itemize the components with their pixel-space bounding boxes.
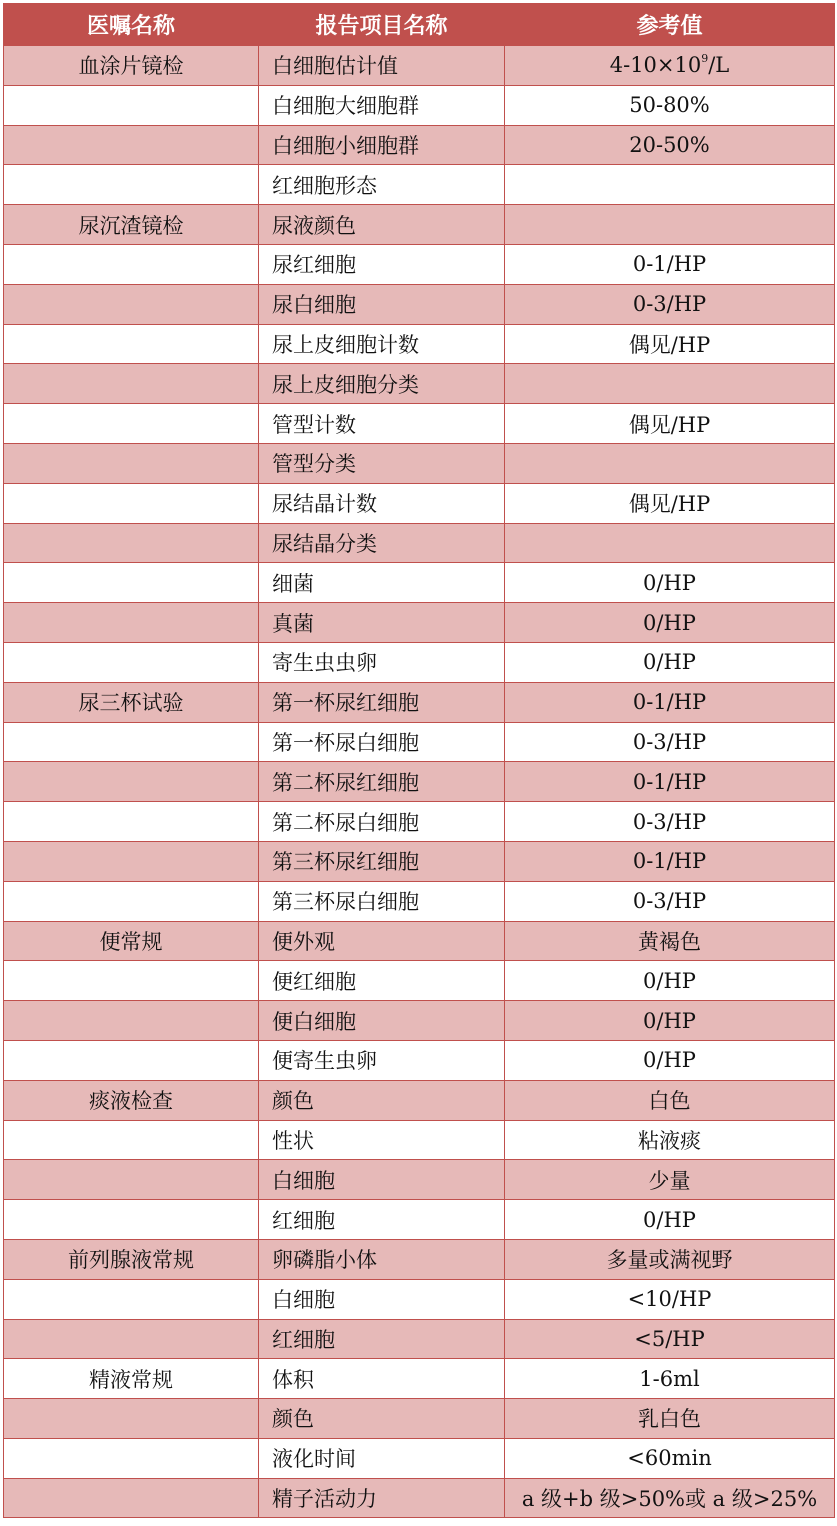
- item-name-cell: 尿结晶计数: [259, 483, 505, 523]
- order-name-cell: [4, 722, 259, 762]
- item-name-cell: 便白细胞: [259, 1001, 505, 1041]
- item-name-cell: 液化时间: [259, 1438, 505, 1478]
- table-row: [4, 1359, 835, 1399]
- reference-value-cell: 0-1/HP: [505, 762, 835, 802]
- order-name-cell: [4, 563, 259, 603]
- header-reference: 参考值: [505, 4, 835, 46]
- item-name-cell: 红细胞: [259, 1319, 505, 1359]
- table-row: [4, 1120, 835, 1160]
- item-name-cell: 白细胞: [259, 1160, 505, 1200]
- order-name-cell: [4, 85, 259, 125]
- order-name-cell: [4, 1319, 259, 1359]
- table-row: [4, 1239, 835, 1279]
- order-name-cell: 前列腺液常规: [4, 1239, 259, 1279]
- table-row: [4, 1200, 835, 1240]
- order-name-cell: [4, 1120, 259, 1160]
- order-name-cell: [4, 483, 259, 523]
- reference-value-cell: a 级+b 级>50%或 a 级>25%: [505, 1478, 835, 1518]
- item-name-cell: 细菌: [259, 563, 505, 603]
- order-name-cell: 血涂片镜检: [4, 46, 259, 86]
- table-row: [4, 165, 835, 205]
- table-row: [4, 1438, 835, 1478]
- table-row: [4, 244, 835, 284]
- table-row: [4, 205, 835, 245]
- table-row: [4, 762, 835, 802]
- item-name-cell: 第二杯尿红细胞: [259, 762, 505, 802]
- order-name-cell: [4, 881, 259, 921]
- reference-value-cell: 粘液痰: [505, 1120, 835, 1160]
- reference-value-cell: 1-6ml: [505, 1359, 835, 1399]
- reference-value-cell: 0/HP: [505, 1040, 835, 1080]
- order-name-cell: [4, 523, 259, 563]
- order-name-cell: 尿三杯试验: [4, 682, 259, 722]
- item-name-cell: 体积: [259, 1359, 505, 1399]
- order-name-cell: [4, 284, 259, 324]
- reference-value-cell: 0-3/HP: [505, 284, 835, 324]
- reference-value-cell: 0/HP: [505, 563, 835, 603]
- order-name-cell: [4, 165, 259, 205]
- order-name-cell: [4, 404, 259, 444]
- item-name-cell: 尿白细胞: [259, 284, 505, 324]
- order-name-cell: [4, 244, 259, 284]
- item-name-cell: 管型分类: [259, 443, 505, 483]
- item-name-cell: 第三杯尿白细胞: [259, 881, 505, 921]
- item-name-cell: 颜色: [259, 1080, 505, 1120]
- reference-value-cell: 多量或满视野: [505, 1239, 835, 1279]
- reference-values-table: [3, 3, 835, 1518]
- order-name-cell: [4, 1438, 259, 1478]
- reference-value-base: 4-10×10: [609, 53, 702, 78]
- order-name-cell: [4, 1160, 259, 1200]
- table-row: [4, 1399, 835, 1439]
- table-row: [4, 404, 835, 444]
- header-item-name: 报告项目名称: [259, 4, 505, 46]
- table-row: [4, 125, 835, 165]
- item-name-cell: 第二杯尿白细胞: [259, 802, 505, 842]
- reference-value-cell: 20-50%: [505, 125, 835, 165]
- item-name-cell: 白细胞估计值: [259, 46, 505, 86]
- reference-value-cell: 0/HP: [505, 961, 835, 1001]
- item-name-cell: 尿上皮细胞分类: [259, 364, 505, 404]
- table-row: [4, 881, 835, 921]
- item-name-cell: 性状: [259, 1120, 505, 1160]
- order-name-cell: [4, 1399, 259, 1439]
- table-row: [4, 364, 835, 404]
- reference-value-cell: 偶见/HP: [505, 483, 835, 523]
- reference-value-cell: <60min: [505, 1438, 835, 1478]
- reference-value-cell: 偶见/HP: [505, 324, 835, 364]
- reference-value-cell: 0/HP: [505, 1001, 835, 1041]
- order-name-cell: [4, 1001, 259, 1041]
- table-row: [4, 1040, 835, 1080]
- order-name-cell: 尿沉渣镜检: [4, 205, 259, 245]
- reference-value-cell: 0-1/HP: [505, 244, 835, 284]
- reference-value-cell: 黄褐色: [505, 921, 835, 961]
- item-name-cell: 精子活动力: [259, 1478, 505, 1518]
- header-order-name: 医嘱名称: [4, 4, 259, 46]
- table-row: [4, 46, 835, 86]
- table-row: [4, 523, 835, 563]
- item-name-cell: 便红细胞: [259, 961, 505, 1001]
- reference-value-cell: 0-3/HP: [505, 802, 835, 842]
- item-name-cell: 便外观: [259, 921, 505, 961]
- table-row: [4, 921, 835, 961]
- item-name-cell: 便寄生虫卵: [259, 1040, 505, 1080]
- item-name-cell: 尿上皮细胞计数: [259, 324, 505, 364]
- reference-value-cell: 少量: [505, 1160, 835, 1200]
- item-name-cell: 白细胞: [259, 1279, 505, 1319]
- table-row: [4, 483, 835, 523]
- table-row: [4, 722, 835, 762]
- table-row: [4, 841, 835, 881]
- table-row: [4, 603, 835, 643]
- table-row: [4, 1080, 835, 1120]
- order-name-cell: [4, 125, 259, 165]
- item-name-cell: 管型计数: [259, 404, 505, 444]
- order-name-cell: [4, 603, 259, 643]
- item-name-cell: 寄生虫虫卵: [259, 642, 505, 682]
- order-name-cell: 便常规: [4, 921, 259, 961]
- order-name-cell: [4, 364, 259, 404]
- item-name-cell: 颜色: [259, 1399, 505, 1439]
- item-name-cell: 第一杯尿红细胞: [259, 682, 505, 722]
- table-row: [4, 443, 835, 483]
- table-row: [4, 1279, 835, 1319]
- table-row: [4, 1319, 835, 1359]
- reference-value-cell: [505, 165, 835, 205]
- table-header-row: [4, 4, 835, 46]
- order-name-cell: [4, 1200, 259, 1240]
- reference-value-unit: /L: [708, 53, 730, 78]
- table-row: [4, 563, 835, 603]
- reference-value-cell: 0-1/HP: [505, 841, 835, 881]
- order-name-cell: [4, 762, 259, 802]
- item-name-cell: 红细胞: [259, 1200, 505, 1240]
- reference-value-cell: [505, 364, 835, 404]
- reference-value-cell: 0/HP: [505, 1200, 835, 1240]
- table-row: [4, 961, 835, 1001]
- order-name-cell: [4, 324, 259, 364]
- reference-value-cell: 0-3/HP: [505, 722, 835, 762]
- order-name-cell: [4, 1040, 259, 1080]
- reference-value-cell: <5/HP: [505, 1319, 835, 1359]
- table-row: [4, 85, 835, 125]
- order-name-cell: [4, 841, 259, 881]
- order-name-cell: [4, 802, 259, 842]
- order-name-cell: [4, 642, 259, 682]
- reference-value-cell: 0-3/HP: [505, 881, 835, 921]
- reference-value-cell: 0/HP: [505, 642, 835, 682]
- reference-value-cell: 乳白色: [505, 1399, 835, 1439]
- reference-value-cell: 偶见/HP: [505, 404, 835, 444]
- table-row: [4, 1001, 835, 1041]
- reference-value-cell: 0/HP: [505, 603, 835, 643]
- table-row: [4, 1160, 835, 1200]
- reference-value-cell: 0-1/HP: [505, 682, 835, 722]
- order-name-cell: 精液常规: [4, 1359, 259, 1399]
- table-row: [4, 1478, 835, 1518]
- table-row: [4, 682, 835, 722]
- reference-value-cell: [505, 523, 835, 563]
- item-name-cell: 真菌: [259, 603, 505, 643]
- order-name-cell: [4, 961, 259, 1001]
- reference-value-cell: <10/HP: [505, 1279, 835, 1319]
- reference-value-cell: 白色: [505, 1080, 835, 1120]
- item-name-cell: 尿红细胞: [259, 244, 505, 284]
- item-name-cell: 红细胞形态: [259, 165, 505, 205]
- order-name-cell: [4, 1279, 259, 1319]
- order-name-cell: [4, 1478, 259, 1518]
- reference-value-cell: [505, 46, 835, 86]
- item-name-cell: 白细胞大细胞群: [259, 85, 505, 125]
- reference-value-exponent: 9: [701, 52, 709, 66]
- reference-value-cell: [505, 443, 835, 483]
- order-name-cell: [4, 443, 259, 483]
- table-row: [4, 642, 835, 682]
- table-row: [4, 284, 835, 324]
- reference-value-cell: 50-80%: [505, 85, 835, 125]
- item-name-cell: 第一杯尿白细胞: [259, 722, 505, 762]
- table-row: [4, 802, 835, 842]
- item-name-cell: 白细胞小细胞群: [259, 125, 505, 165]
- reference-value-cell: [505, 205, 835, 245]
- item-name-cell: 尿液颜色: [259, 205, 505, 245]
- item-name-cell: 尿结晶分类: [259, 523, 505, 563]
- item-name-cell: 卵磷脂小体: [259, 1239, 505, 1279]
- order-name-cell: 痰液检查: [4, 1080, 259, 1120]
- item-name-cell: 第三杯尿红细胞: [259, 841, 505, 881]
- table-row: [4, 324, 835, 364]
- table-body: [4, 46, 835, 1518]
